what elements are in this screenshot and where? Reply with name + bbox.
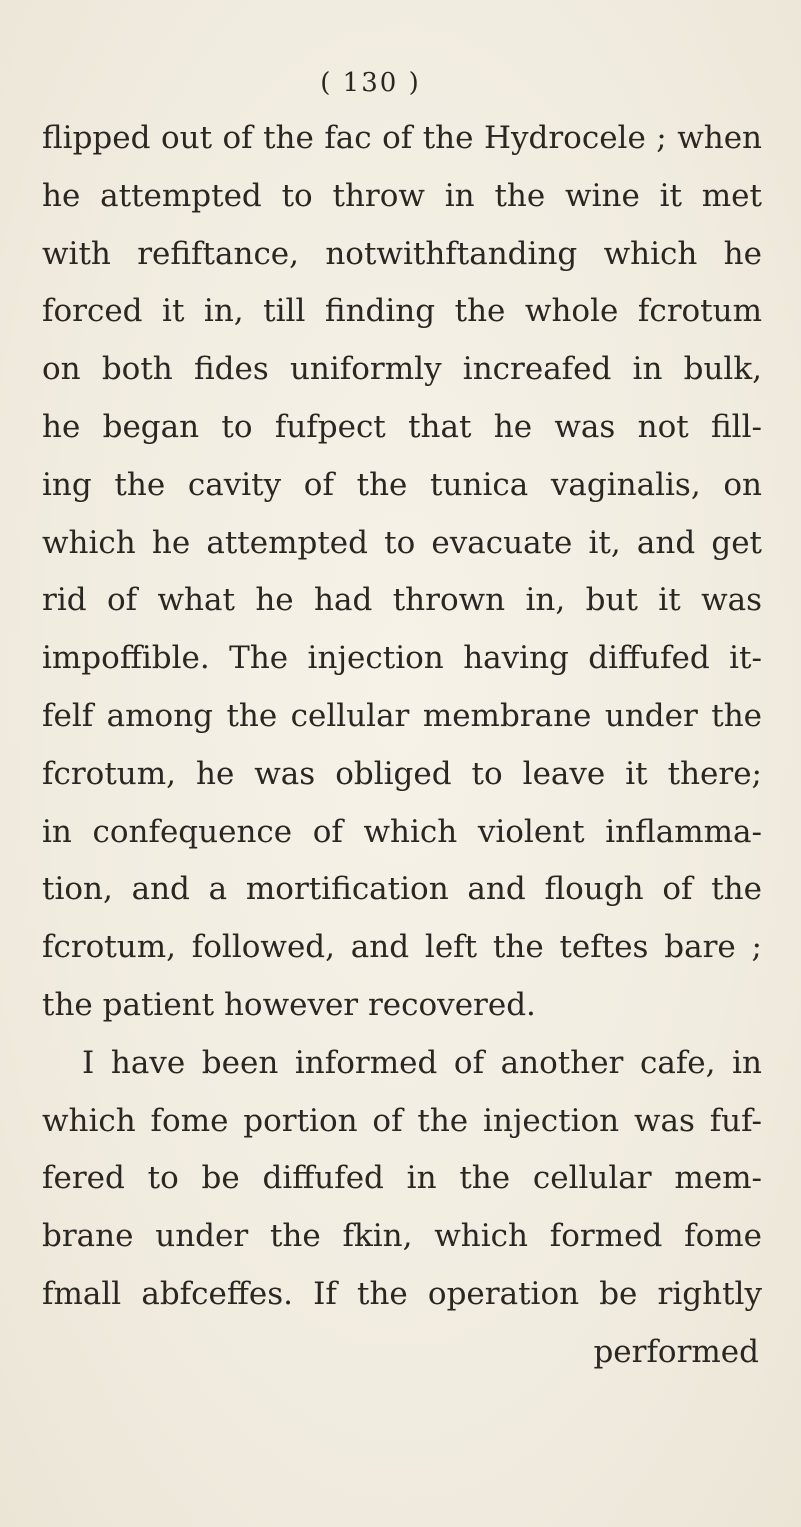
text-line: ing the cavity of the tunica vaginalis, on <box>42 466 762 503</box>
text-line: forced it in, till finding the whole fcrotum <box>42 293 762 330</box>
text-line: with refiftance, notwithftanding which he <box>42 235 762 272</box>
catchword: performed <box>593 1334 759 1370</box>
text-line: which he attempted to evacuate it, and get <box>42 524 762 561</box>
text-line: fered to be diffufed in the cellular mem- <box>42 1160 762 1197</box>
page-number: ( 130 ) <box>320 68 421 98</box>
text-line: fcrotum, he was obliged to leave it there; <box>42 755 762 792</box>
text-line: rid of what he had thrown in, but it was <box>42 582 762 619</box>
text-line-paragraph-start: I have been informed of another cafe, in <box>82 1044 762 1081</box>
text-line: which fome portion of the injection was fuf- <box>42 1102 762 1139</box>
text-line: impoffible. The injection having diffufed it- <box>42 640 762 677</box>
text-line: fcrotum, followed, and left the teftes bare ; <box>42 929 762 966</box>
text-line: brane under the fkin, which formed fome <box>42 1218 762 1255</box>
text-line: felf among the cellular membrane under the <box>42 697 762 734</box>
text-line: tion, and a mortification and flough of the <box>42 871 762 908</box>
text-line-paragraph-end: the patient however recovered. <box>42 986 536 1023</box>
text-line: he attempted to throw in the wine it met <box>42 177 762 214</box>
text-line: on both fides uniformly increafed in bulk, <box>42 351 762 388</box>
body-text <box>42 110 762 1324</box>
text-line: fmall abfceffes. If the operation be rightly <box>42 1275 762 1312</box>
text-line: flipped out of the fac of the Hydrocele ; when <box>42 120 762 156</box>
text-line: he began to fufpect that he was not fill- <box>42 408 762 445</box>
text-line: in confequence of which violent inflamma- <box>42 813 762 850</box>
